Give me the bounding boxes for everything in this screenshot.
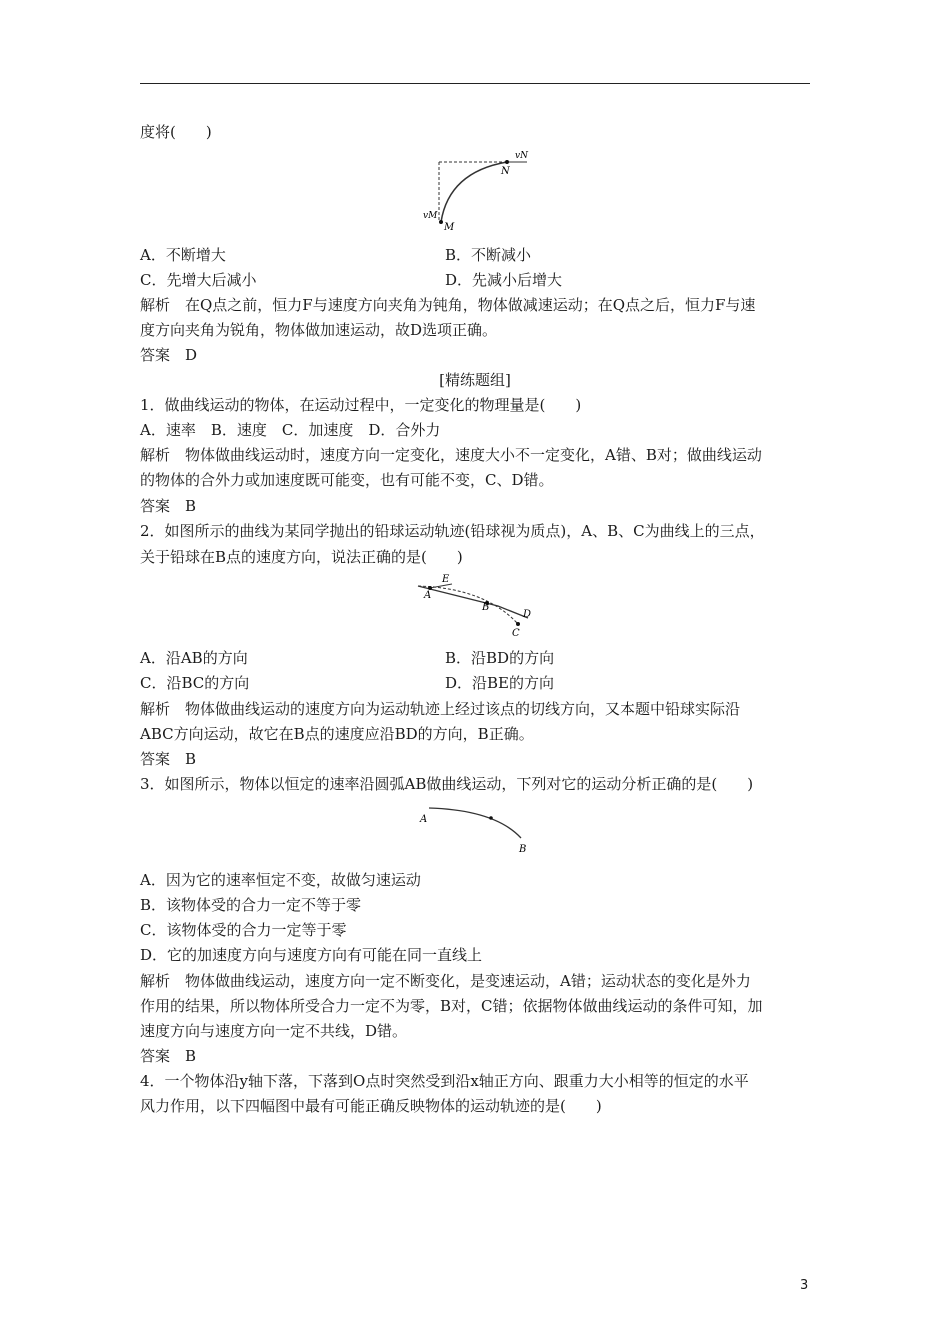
q2-option-c: C．沿BC的方向 [140, 674, 250, 692]
q2-analysis-line2: ABC方向运动，故它在B点的速度应沿BD的方向，B正确。 [140, 725, 534, 743]
q2-option-b: B．沿BD的方向 [445, 649, 555, 667]
q0-analysis-line1: 解析 在Q点之前，恒力F与速度方向夹角为钝角，物体做减速运动；在Q点之后，恒力F与速 [140, 296, 756, 314]
q2-option-a: A．沿AB的方向 [140, 649, 248, 667]
q0-analysis-line2: 度方向夹角为锐角，物体做加速运动，故D选项正确。 [140, 321, 498, 339]
q0-option-b: B．不断减小 [445, 246, 532, 264]
q2-analysis-line1: 解析 物体做曲线运动的速度方向为运动轨迹上经过该点的切线方向，又本题中铅球实际沿 [140, 700, 741, 718]
question-intro-end: 度将( ) [140, 123, 212, 141]
label-b: B [482, 602, 490, 613]
q2-stem-line2: 关于铅球在B点的速度方向，说法正确的是( ) [140, 548, 463, 566]
q2-option-d: D．沿BE的方向 [445, 674, 554, 692]
q3-option-c: C．该物体受的合力一定等于零 [140, 921, 347, 939]
page-number: 3 [800, 1278, 809, 1293]
label-arc-a: A [420, 814, 428, 825]
q1-analysis-line2: 的物体的合外力或加速度既可能变，也有可能不变，C、D错。 [140, 471, 554, 489]
q4-stem-line2: 风力作用，以下四幅图中最有可能正确反映物体的运动轨迹的是( ) [140, 1097, 602, 1115]
q1-analysis-line1: 解析 物体做曲线运动时，速度方向一定变化，速度大小不一定变化，A错、B对；做曲线运动 [140, 446, 762, 464]
q3-analysis-line1: 解析 物体做曲线运动，速度方向一定不断变化，是变速运动，A错；运动状态的变化是外力 [140, 972, 751, 990]
label-m: M [444, 222, 455, 233]
label-n: N [501, 166, 510, 177]
q0-option-d: D．先减小后增大 [445, 271, 563, 289]
q2-stem-line1: 2．如图所示的曲线为某同学抛出的铅球运动轨迹(铅球视为质点)，A、B、C为曲线上的三点， [140, 522, 765, 540]
q0-answer: 答案 D [140, 346, 198, 364]
figure-trajectory-abc [410, 572, 540, 642]
q3-stem: 3．如图所示，物体以恒定的速率沿圆弧AB做曲线运动，下列对它的运动分析正确的是( ) [140, 775, 754, 793]
q3-option-b: B．该物体受的合力一定不等于零 [140, 896, 362, 914]
q4-stem-line1: 4．一个物体沿y轴下落，下落到O点时突然受到沿x轴正方向、跟重力大小相等的恒定的水平 [140, 1072, 749, 1090]
q3-option-a: A．因为它的速率恒定不变，故做匀速运动 [140, 871, 421, 889]
q2-answer: 答案 B [140, 750, 197, 768]
q3-option-d: D．它的加速度方向与速度方向有可能在同一直线上 [140, 946, 483, 964]
header-rule [140, 83, 810, 84]
label-a: A [424, 590, 432, 601]
q0-option-c: C．先增大后减小 [140, 271, 257, 289]
label-vm: vM [423, 211, 438, 221]
q1-stem: 1．做曲线运动的物体，在运动过程中，一定变化的物理量是( ) [140, 396, 582, 414]
section-title: [精练题组] [439, 371, 511, 389]
figure-curve-mn [415, 150, 535, 235]
label-c: C [512, 628, 520, 639]
q3-answer: 答案 B [140, 1047, 197, 1065]
label-e: E [442, 574, 450, 585]
figure-arc-ab [415, 800, 535, 860]
q1-options: A．速率 B．速度 C．加速度 D．合外力 [140, 421, 441, 439]
label-arc-b: B [519, 844, 527, 855]
q3-analysis-line2: 作用的结果，所以物体所受合力一定不为零，B对，C错；依据物体做曲线运动的条件可知，加 [140, 997, 763, 1015]
label-vn: vN [515, 151, 528, 161]
q3-analysis-line3: 速度方向与速度方向一定不共线，D错。 [140, 1022, 408, 1040]
label-d: D [523, 609, 532, 620]
q0-option-a: A．不断增大 [140, 246, 226, 264]
q1-answer: 答案 B [140, 497, 197, 515]
